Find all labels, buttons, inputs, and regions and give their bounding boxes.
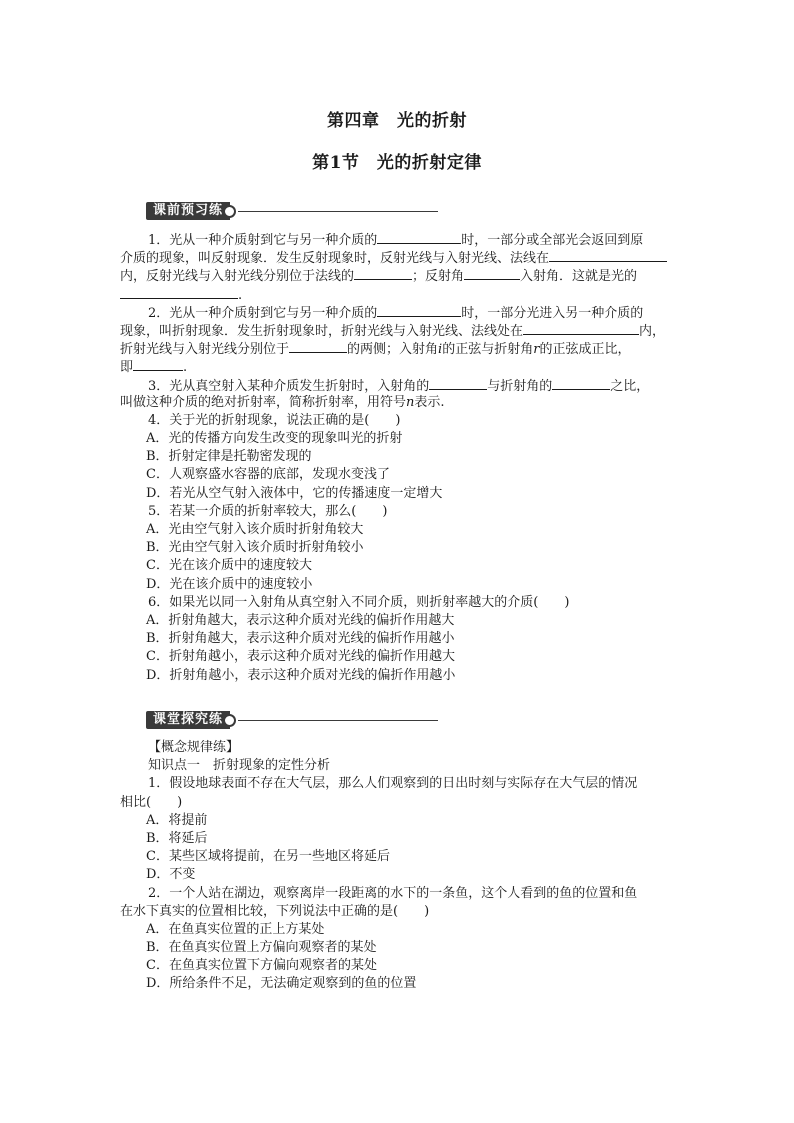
q1-line	[120, 248, 680, 266]
preview-section	[120, 230, 680, 685]
answer-blank[interactable]	[354, 266, 412, 280]
chapter-title: 第四章 光的折射	[327, 111, 467, 131]
option-a[interactable]: A．折射角越大，表示这种介质对光线的偏折作用越大	[146, 612, 455, 628]
text: 叫做这种介质的绝对折射率，简称折射率，用符号	[120, 394, 407, 410]
option-a[interactable]: A．在鱼真实位置的正上方某处	[146, 921, 325, 937]
question-stem: 6．如果光以同一入射角从真空射入不同介质，则折射率越大的介质( )	[148, 594, 570, 610]
answer-blank[interactable]	[377, 303, 461, 317]
question-stem: 在水下真实的位置相比较，下列说法中正确的是( )	[120, 903, 430, 919]
q3-line	[120, 394, 680, 412]
question-stem: 相比( )	[120, 794, 183, 810]
option-b[interactable]: B．将延后	[146, 830, 208, 846]
q2-line	[120, 321, 680, 339]
text: 内，	[639, 323, 666, 339]
option-b[interactable]: B．在鱼真实位置上方偏向观察者的某处	[146, 940, 377, 956]
text: 3．光从真空射入某种介质发生折射时，入射角的	[148, 378, 430, 394]
symbol-r: r	[533, 342, 540, 358]
question-stem: 5．若某一介质的折射率较大，那么( )	[148, 503, 388, 519]
option-c[interactable]: C．光在该介质中的速度较大	[146, 558, 312, 574]
answer-blank[interactable]	[552, 376, 610, 390]
option-c[interactable]: C．人观察盛水容器的底部，发现水变浅了	[146, 467, 390, 483]
text: .	[238, 287, 243, 303]
inquiry-banner-label: 课堂探究练	[146, 711, 230, 729]
text: 2．光从一种介质射到它与另一种介质的	[148, 305, 378, 321]
text: 1．光从一种介质射到它与另一种介质的	[148, 233, 378, 248]
q2-line	[120, 303, 680, 321]
text: 表示.	[414, 394, 445, 410]
banner-rule	[238, 720, 438, 721]
answer-blank[interactable]	[549, 248, 667, 262]
answer-blank[interactable]	[464, 266, 520, 280]
q2-line	[120, 339, 680, 357]
symbol-i: i	[438, 342, 443, 358]
option-d[interactable]: D．折射角越小，表示这种介质对光线的偏折作用越小	[146, 667, 456, 683]
question-stem: 4．关于光的折射现象，说法正确的是( )	[148, 412, 401, 428]
option-b[interactable]: B．光由空气射入该介质时折射角较小	[146, 540, 364, 556]
q1-line	[120, 230, 680, 248]
option-d[interactable]: D．不变	[146, 867, 196, 883]
answer-blank[interactable]	[377, 230, 461, 244]
q2-line	[120, 357, 680, 375]
option-b[interactable]: B．折射定律是托勒密发现的	[146, 449, 312, 465]
text: 的正弦成正比，	[539, 342, 631, 358]
option-c[interactable]: C．折射角越小，表示这种介质对光线的偏折作用越大	[146, 649, 455, 665]
q1-line	[120, 266, 680, 284]
option-b[interactable]: B．折射角越大，表示这种介质对光线的偏折作用越小	[146, 631, 455, 647]
text: 的正弦与折射角	[442, 342, 534, 358]
answer-blank[interactable]	[133, 357, 183, 371]
text: 之比，	[610, 378, 650, 394]
section-title: 第1节 光的折射定律	[312, 153, 482, 173]
option-d[interactable]: D．所给条件不足，无法确定观察到的鱼的位置	[146, 976, 417, 992]
q3-line	[120, 376, 680, 394]
option-a[interactable]: A．光由空气射入该介质时折射角较大	[146, 522, 364, 537]
question-stem: 1．假设地球表面不存在大气层，那么人们观察到的日出时刻与实际存在大气层的情况	[148, 776, 638, 792]
text: .	[183, 360, 188, 376]
inquiry-banner	[146, 710, 438, 730]
preview-banner	[146, 201, 438, 221]
answer-blank[interactable]	[289, 339, 347, 353]
text: ；反射角	[412, 269, 465, 285]
text: 时，一部分光进入另一种介质的	[461, 305, 644, 321]
concept-heading: 【概念规律练】	[148, 740, 240, 755]
option-a[interactable]: A．光的传播方向发生改变的现象叫光的折射	[146, 431, 403, 447]
option-d[interactable]: D．光在该介质中的速度较小	[146, 576, 313, 592]
text: 与折射角的	[487, 378, 553, 394]
answer-blank[interactable]	[523, 321, 639, 335]
option-c[interactable]: C．在鱼真实位置下方偏向观察者的某处	[146, 958, 377, 974]
text: 内，反射光线与入射光线分别位于法线的	[120, 269, 355, 285]
text: 折射光线与入射光线分别位于	[120, 342, 290, 358]
text: 即	[120, 360, 134, 376]
text: 现象，叫折射现象．发生折射现象时，折射光线与入射光线、法线处在	[120, 323, 524, 339]
text: 的两侧；入射角	[347, 342, 439, 358]
preview-banner-label: 课前预习练	[146, 202, 230, 220]
q1-line	[120, 285, 680, 303]
banner-dot-icon	[223, 714, 236, 727]
knowledge-point-heading: 知识点一 折射现象的定性分析	[148, 758, 331, 774]
banner-dot-icon	[223, 205, 236, 218]
inquiry-section	[120, 739, 680, 994]
question-stem: 2．一个人站在湖边，观察离岸一段距离的水下的一条鱼，这个人看到的鱼的位置和鱼	[148, 885, 638, 901]
text: 时，一部分或全部光会返回到原	[461, 233, 644, 248]
banner-rule	[238, 211, 438, 212]
option-a[interactable]: A．将提前	[146, 812, 208, 828]
option-d[interactable]: D．若光从空气射入液体中，它的传播速度一定增大	[146, 485, 443, 501]
answer-blank[interactable]	[429, 376, 487, 390]
symbol-n: n	[406, 394, 415, 410]
option-c[interactable]: C．某些区域将提前，在另一些地区将延后	[146, 849, 390, 865]
text: 入射角．这就是光的	[520, 269, 638, 285]
text: 介质的现象，叫反射现象．发生反射现象时，反射光线与入射光线、法线在	[120, 251, 550, 267]
answer-blank[interactable]	[120, 285, 238, 299]
